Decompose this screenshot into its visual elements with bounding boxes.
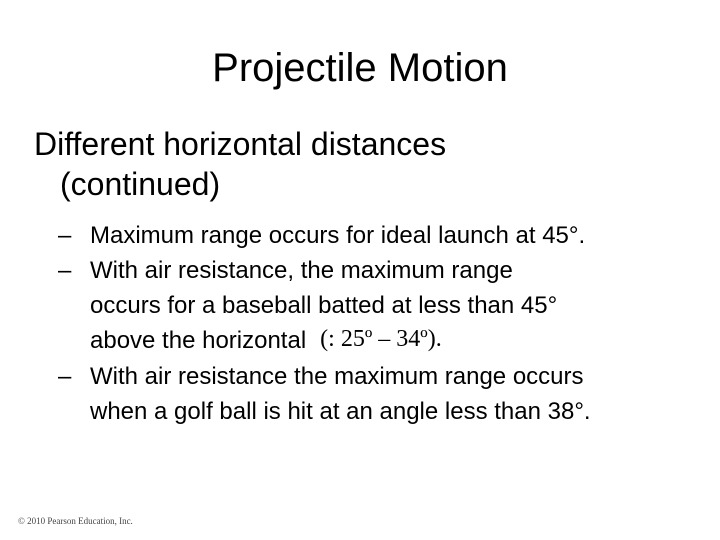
- sub-bullet-3: [58, 359, 708, 429]
- main-bullet: [34, 124, 446, 204]
- sub-bullet-1-line1: Maximum range occurs for ideal launch at 45°.: [90, 222, 586, 249]
- main-bullet-line2: (continued): [60, 166, 221, 202]
- sub-bullet-2-line2: occurs for a baseball batted at less than 45°: [90, 292, 558, 319]
- sub-bullet-2-line3-text: above the horizontal: [90, 327, 307, 354]
- sub-bullet-2: [58, 253, 708, 359]
- sub-bullet-2-line1: With air resistance, the maximum range: [90, 257, 513, 284]
- sub-bullet-3-line1: With air resistance the maximum range occurs: [90, 363, 584, 390]
- main-bullet-line1: Different horizontal distances: [34, 126, 447, 162]
- angle-range-formula: (: 25º – 34º).: [320, 326, 442, 352]
- sub-bullet-2-line3: [90, 323, 708, 359]
- bullet-dash: –: [58, 363, 72, 390]
- sub-bullet-1: [58, 218, 708, 253]
- sub-bullet-list: [58, 218, 708, 429]
- bullet-dash: –: [58, 222, 72, 249]
- sub-bullet-3-line2: when a golf ball is hit at an angle less than 38°.: [90, 398, 591, 425]
- bullet-dash: –: [58, 257, 72, 284]
- slide-title: Projectile Motion: [212, 46, 508, 90]
- copyright-footer: © 2010 Pearson Education, Inc.: [18, 516, 133, 526]
